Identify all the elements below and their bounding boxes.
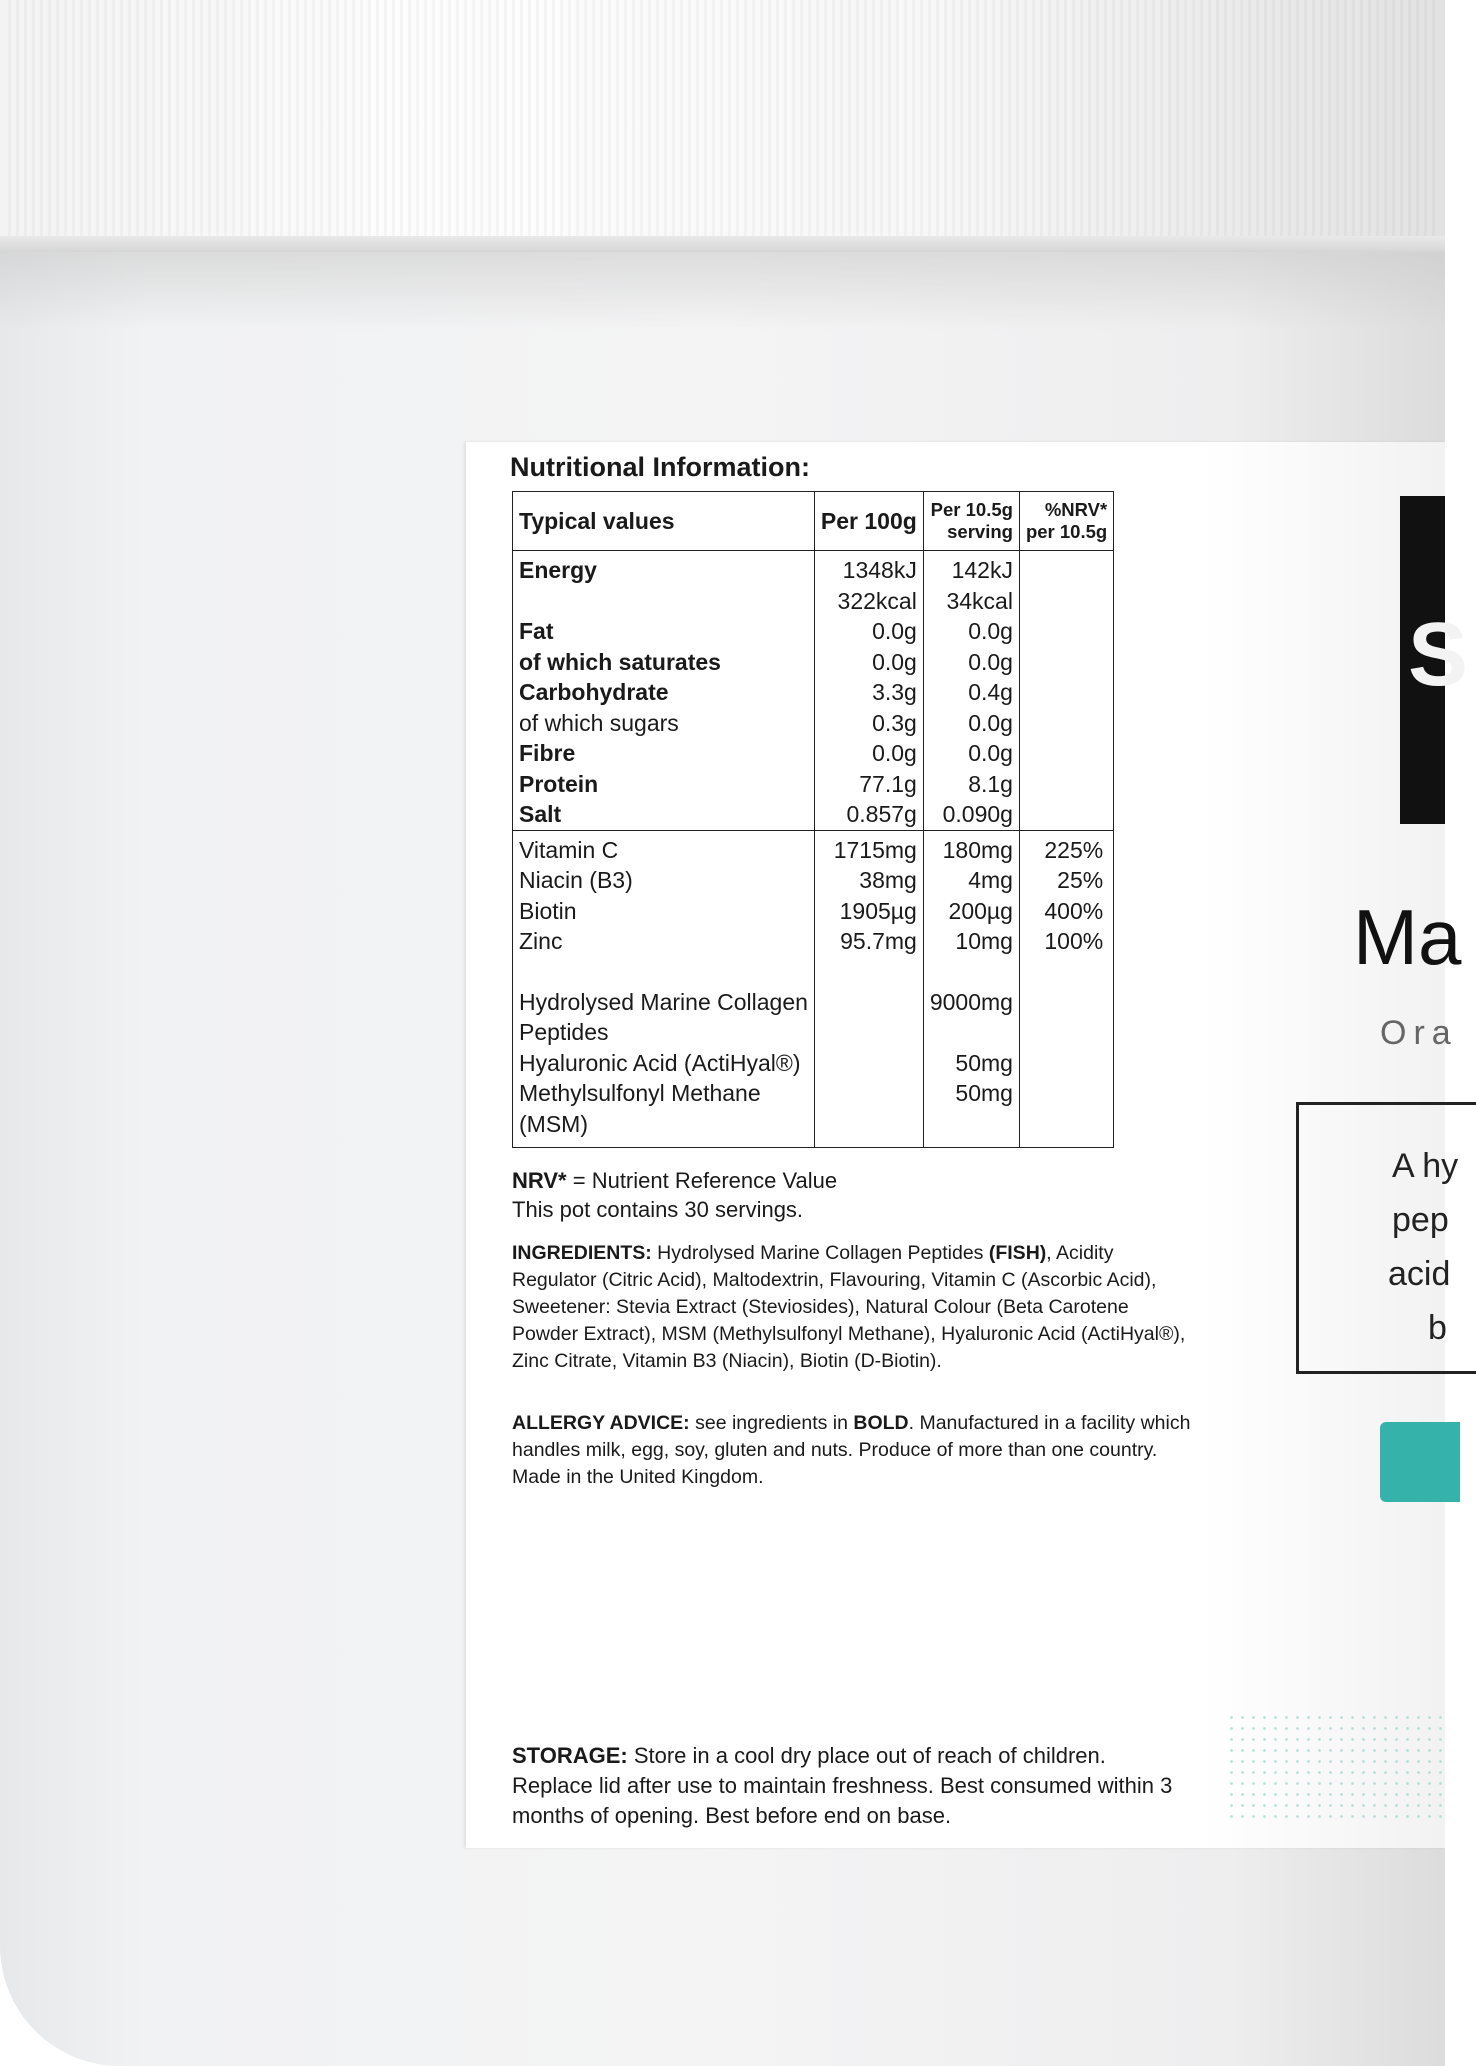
nutrient-name: Vitamin C [513,830,815,865]
active-name: Methylsulfonyl Methane [513,1078,815,1109]
nrv-value: 100% [1019,926,1113,957]
lid-lip [0,236,1445,250]
serving-value: 180mg [923,830,1019,865]
servings-note: This pot contains 30 servings. [512,1197,804,1222]
serving-value: 4mg [923,865,1019,896]
nutrient-name: Salt [513,799,815,830]
per100-value: 1715mg [814,830,923,865]
per100-value: 0.0g [814,616,923,647]
table-row [513,708,1114,739]
allergy-bold: BOLD [853,1412,909,1434]
per100-value: 322kcal [814,586,923,617]
per100-value: 0.3g [814,708,923,739]
nrv-value [1019,677,1113,708]
description-box [1296,1102,1476,1374]
nutrient-name: Fat [513,616,815,647]
nutrient-name: Fibre [513,738,815,769]
table-row [513,799,1114,830]
nrv-value [1019,647,1113,678]
allergy-part2: . Manufactured in a facility which handles milk, egg, soy, gluten and nuts. Produce of more than one country. Made in the United Kingdom. [512,1412,1191,1488]
table-row [513,738,1114,769]
nrv-value [1019,586,1113,617]
active-name: Peptides [513,1017,815,1048]
table-row [513,677,1114,708]
serving-value: 200µg [923,896,1019,927]
ingredients-text [512,1240,1192,1375]
ingredients-heading: INGREDIENTS: [512,1242,652,1264]
table-row [513,896,1114,927]
flavour-name: Ora [1380,1014,1458,1052]
product-name: Ma [1353,893,1462,981]
serving-value: 0.0g [923,738,1019,769]
lid-ridges [8,0,1437,238]
table-row [513,1109,1114,1148]
header-per-100g: Per 100g [814,492,923,551]
table-row [513,551,1114,586]
nutrition-title: Nutritional Information: [510,452,810,482]
description-line: pep [1392,1201,1449,1239]
nrv-value [1019,616,1113,647]
serving-value: 0.0g [923,647,1019,678]
nutrient-name: Biotin [513,896,815,927]
table-row [513,830,1114,865]
table-row [513,769,1114,800]
header-per-serving-line2: serving [947,521,1013,542]
storage-text [512,1741,1192,1831]
table-row [513,1017,1114,1048]
nrv-value: 25% [1019,865,1113,896]
nrv-value [1019,769,1113,800]
per100-value: 95.7mg [814,926,923,957]
per100-value: 1348kJ [814,551,923,586]
header-per-serving [923,492,1019,551]
per100-value: 0.0g [814,647,923,678]
jar-shoulder-shade [0,250,1445,330]
table-row [513,586,1114,617]
serving-value: 34kcal [923,586,1019,617]
nrv-value: 400% [1019,896,1113,927]
allergy-heading: ALLERGY ADVICE: [512,1412,690,1434]
serving-value: 0.0g [923,708,1019,739]
serving-value [923,1017,1019,1048]
table-row [513,987,1114,1018]
table-spacer-row [513,957,1114,987]
active-name: (MSM) [513,1109,815,1148]
table-row [513,647,1114,678]
nrv-value [1019,708,1113,739]
nrv-value [1019,799,1113,830]
ingredients-part2: , Acidity Regulator (Citric Acid), Maltodextrin, Flavouring, Vitamin C (Ascorbic Acid), Sweetener: Stevia Extract (Steviosides), Natural Colour (Beta Carotene Powder Extract), MSM (Methylsulfonyl Methane), Hyaluronic Acid (ActiHyal®), Zinc Citrate, Vitamin B3 (Niacin), Biotin (D-Biotin). [512,1242,1186,1372]
nutrient-name: Energy [513,551,815,586]
allergy-text [512,1410,1192,1491]
per100-value: 0.0g [814,738,923,769]
nutrient-name: of which sugars [513,708,815,739]
nutrient-name: Protein [513,769,815,800]
per100-value: 1905µg [814,896,923,927]
table-row [513,1048,1114,1079]
header-typical-values: Typical values [513,492,815,551]
jar-lid [0,0,1445,252]
table-row [513,926,1114,957]
per100-value: 0.857g [814,799,923,830]
header-nrv-line2: per 10.5g [1025,521,1108,542]
nutrient-name: Niacin (B3) [513,865,815,896]
dot-pattern [1226,1712,1445,1822]
nrv-definition: = Nutrient Reference Value [566,1168,838,1193]
nutrient-name: Carbohydrate [513,677,815,708]
ingredients-allergen: (FISH) [988,1242,1047,1264]
serving-value: 142kJ [923,551,1019,586]
header-nrv-line1: %NRV* [1044,499,1108,520]
description-line: acid [1388,1255,1451,1293]
per100-value: 77.1g [814,769,923,800]
nrv-value: 225% [1019,830,1113,865]
serving-value: 10mg [923,926,1019,957]
header-nrv [1019,492,1113,551]
active-name: Hyaluronic Acid (ActiHyal®) [513,1048,815,1079]
serving-value: 8.1g [923,769,1019,800]
nutrient-name: Zinc [513,926,815,957]
active-name: Hydrolysed Marine Collagen [513,987,815,1018]
description-line: b [1428,1309,1447,1347]
nrv-key: NRV* [512,1168,567,1193]
serving-value: 0.090g [923,799,1019,830]
header-per-serving-line1: Per 10.5g [930,499,1013,520]
table-row [513,1078,1114,1109]
serving-value: 0.0g [923,616,1019,647]
brand-logo-letter: S [1408,605,1469,705]
nrv-note [512,1166,837,1224]
ingredients-part1: Hydrolysed Marine Collagen Peptides [651,1242,989,1264]
teal-badge [1380,1422,1460,1502]
allergy-part1: see ingredients in [689,1412,854,1434]
serving-value [923,1109,1019,1148]
nrv-value [1019,551,1113,586]
table-row [513,616,1114,647]
description-line: A hy [1392,1147,1459,1185]
serving-value: 50mg [923,1078,1019,1109]
storage-body: Store in a cool dry place out of reach of children. Replace lid after use to maintain freshness. Best consumed within 3 months of opening. Best before end on base. [512,1743,1173,1828]
nutrient-name: of which saturates [513,647,815,678]
table-row [513,865,1114,896]
nutrition-table [512,491,1114,1148]
storage-heading: STORAGE: [512,1743,628,1768]
serving-value: 50mg [923,1048,1019,1079]
per100-value: 3.3g [814,677,923,708]
nrv-value [1019,738,1113,769]
nutrient-name [513,586,815,617]
serving-value: 9000mg [923,987,1019,1018]
per100-value: 38mg [814,865,923,896]
serving-value: 0.4g [923,677,1019,708]
